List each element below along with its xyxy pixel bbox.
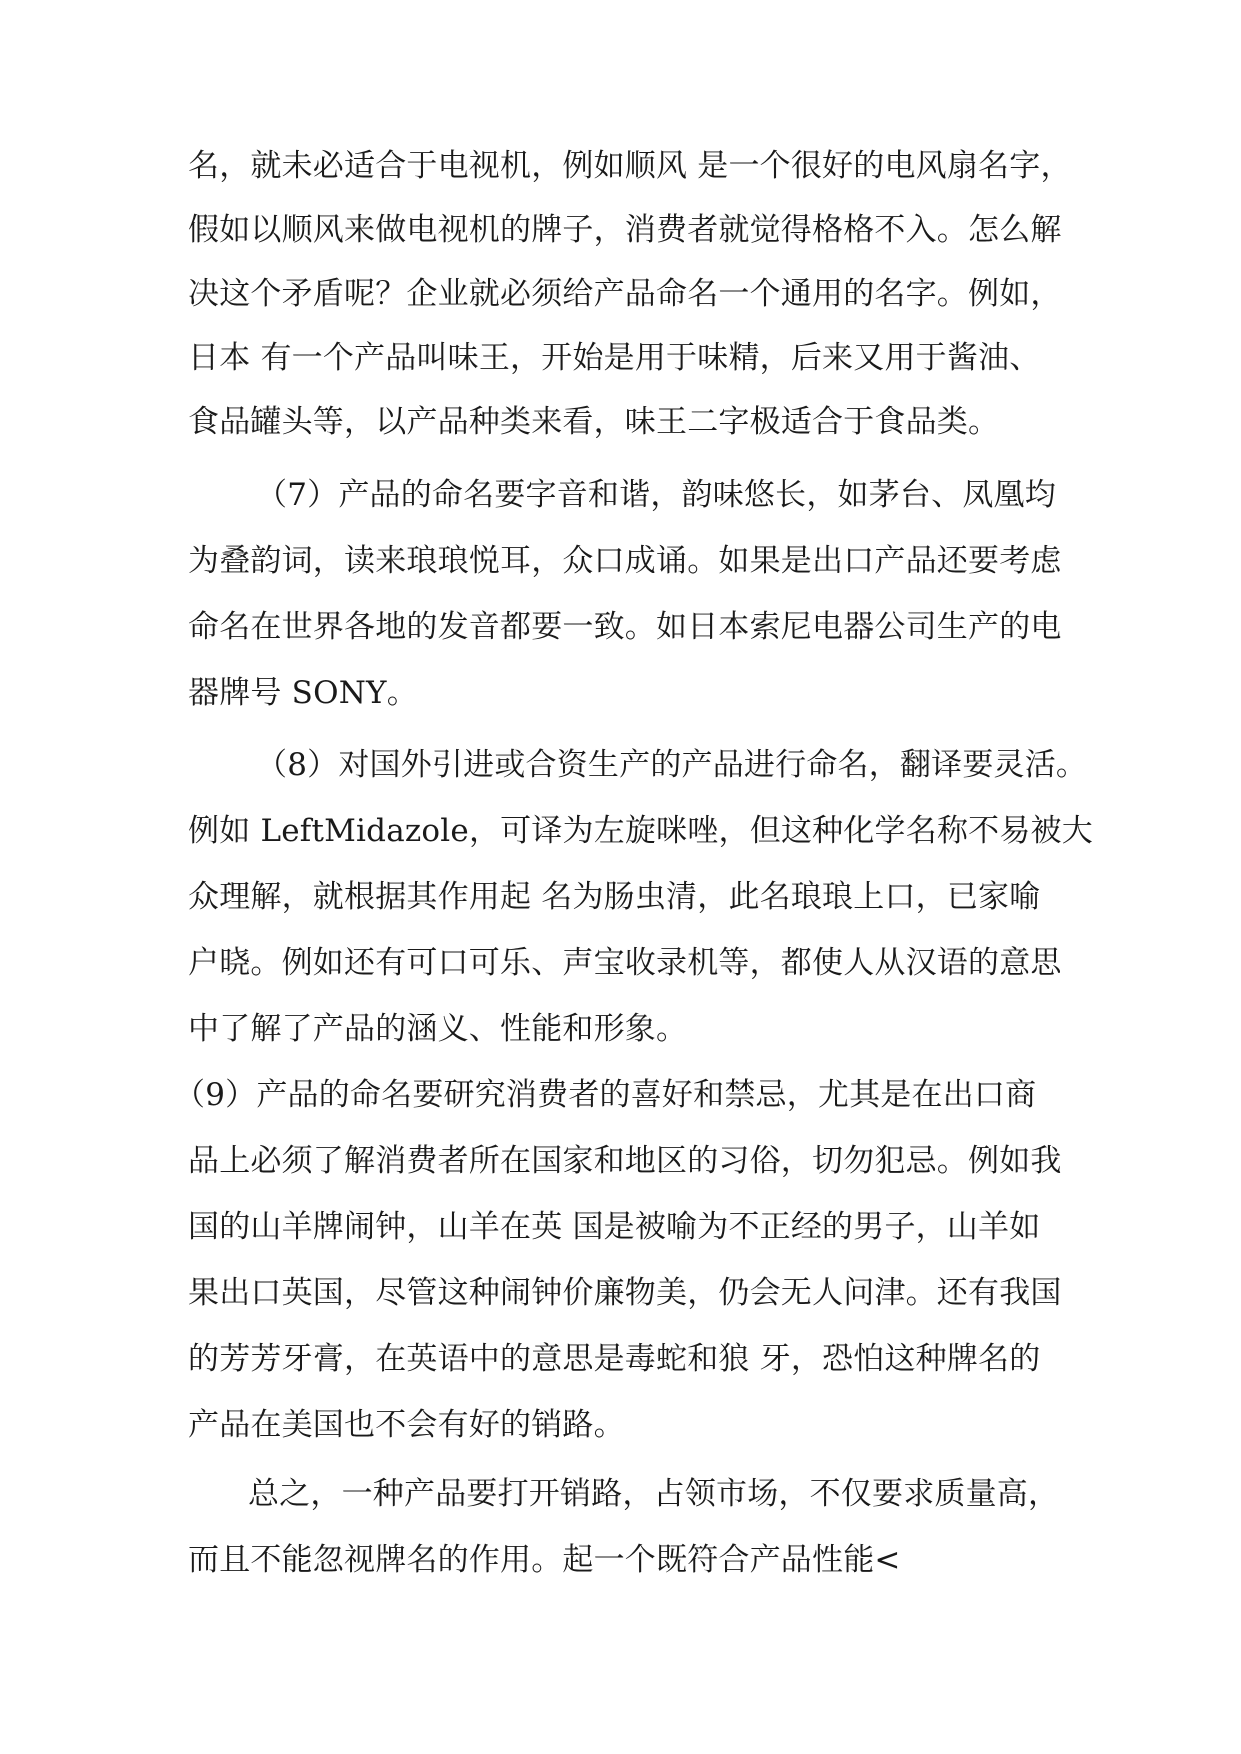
- text-line-4: 日本 有一个产品叫味王，开始是用于味精，后来又用于酱油、: [188, 340, 1041, 376]
- text-line-2: 假如以顺风来做电视机的牌子，消费者就觉得格格不入。怎么解: [188, 212, 1062, 248]
- text-line-1: 名，就未必适合于电视机，例如顺风 是一个很好的电风扇名字，: [188, 148, 1072, 184]
- paragraph-9-first-line: （9）产品的命名要研究消费者的喜好和禁忌，尤其是在出口商: [174, 1077, 1037, 1113]
- text-line-12: 众理解，就根据其作用起 名为肠虫清，此名琅琅上口，已家喻: [188, 879, 1041, 915]
- text-line-19: 的芳芳牙膏，在英语中的意思是毒蛇和狼 牙，恐怕这种牌名的: [188, 1341, 1041, 1377]
- text-line-20: 产品在美国也不会有好的销路。: [188, 1407, 625, 1443]
- text-line-9: 器牌号 SONY。: [188, 675, 418, 711]
- text-line-22: 而且不能忽视牌名的作用。起一个既符合产品性能<: [188, 1542, 901, 1578]
- paragraph-8-first-line: （8）对国外引进或合资生产的产品进行命名，翻译要灵活。: [256, 747, 1088, 783]
- text-line-8: 命名在世界各地的发音都要一致。如日本索尼电器公司生产的电: [188, 609, 1062, 645]
- text-line-16: 品上必须了解消费者所在国家和地区的习俗，切勿犯忌。例如我: [188, 1143, 1062, 1179]
- text-line-7: 为叠韵词，读来琅琅悦耳，众口成诵。如果是出口产品还要考虑: [188, 543, 1062, 579]
- conclusion-first-line: 总之，一种产品要打开销路，占领市场，不仅要求质量高，: [248, 1476, 1060, 1512]
- text-line-18: 果出口英国，尽管这种闹钟价廉物美，仍会无人问津。还有我国: [188, 1275, 1062, 1311]
- text-line-17: 国的山羊牌闹钟，山羊在英 国是被喻为不正经的男子，山羊如: [188, 1209, 1041, 1245]
- text-line-13: 户晓。例如还有可口可乐、声宝收录机等，都使人从汉语的意思: [188, 945, 1062, 981]
- text-line-5: 食品罐头等，以产品种类来看，味王二字极适合于食品类。: [188, 404, 1000, 440]
- text-line-11: 例如 LeftMidazole，可译为左旋咪唑，但这种化学名称不易被大: [188, 813, 1093, 849]
- paragraph-7-first-line: （7）产品的命名要字音和谐，韵味悠长，如茅台、凤凰均: [256, 477, 1056, 513]
- text-line-14: 中了解了产品的涵义、性能和形象。: [188, 1011, 688, 1047]
- text-line-3: 决这个矛盾呢？企业就必须给产品命名一个通用的名字。例如，: [188, 276, 1062, 312]
